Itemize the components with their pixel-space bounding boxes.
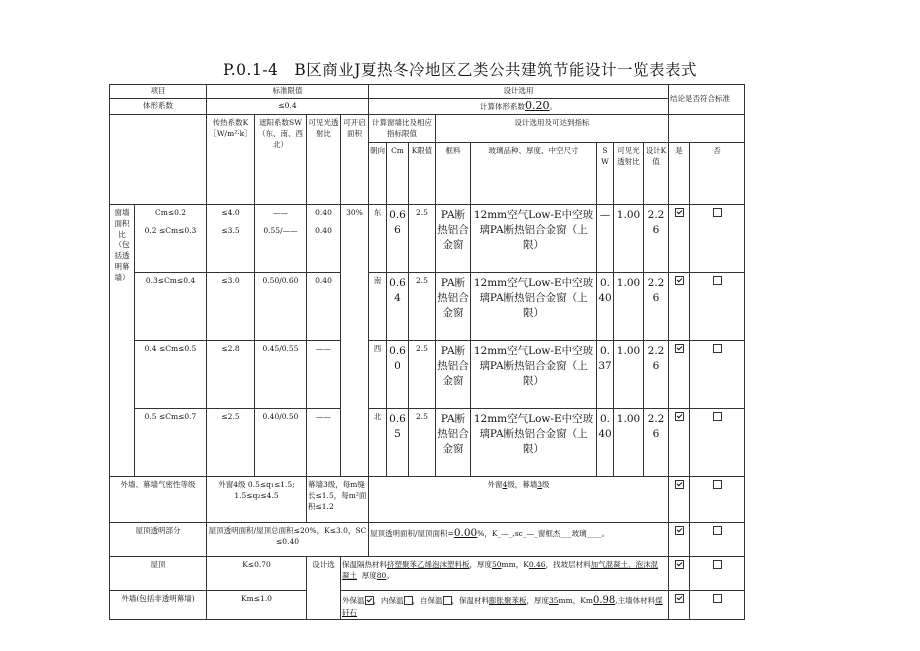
no-checkbox[interactable] bbox=[713, 560, 722, 569]
sub-k: 传热系数K［W/m²·k］ bbox=[207, 114, 255, 204]
row-frame: PA断热铝合金窗 bbox=[436, 272, 471, 340]
yes-checkbox[interactable] bbox=[675, 560, 684, 569]
ext-insulation-checkbox[interactable] bbox=[365, 596, 374, 605]
sub-glass: 玻璃品种、厚度、中空尺寸 bbox=[471, 142, 597, 204]
row-k: 2.26 bbox=[644, 204, 669, 272]
row-frame: PA断热铝合金窗 bbox=[436, 408, 471, 476]
row-glass: 12mm空气Low-E中空玻璃PA断热铝合金窗（上限） bbox=[471, 340, 597, 408]
no-checkbox[interactable] bbox=[713, 208, 722, 217]
yes-checkbox[interactable] bbox=[675, 344, 684, 353]
std-cm: 0.4 ≤Cm≤0.5 bbox=[135, 340, 207, 408]
wall-design: 外保温 ，内保温 ，自保温 ，保温材料膨胀聚苯板，厚度35mm，Km0.98,主墙体材料煤矸石 bbox=[341, 590, 669, 619]
airtight-design: 外窗4级，幕墙3级 bbox=[369, 476, 669, 522]
row-dir: 东 bbox=[369, 204, 387, 272]
row-sw: 0.37 bbox=[597, 340, 614, 408]
row-sw: 0.40 bbox=[597, 408, 614, 476]
std-vt: 0.40 0.40 bbox=[307, 204, 341, 272]
sub-vt2: 可见光透射比 bbox=[614, 142, 644, 204]
airtight-std-a: 外窗4级 0.5≤q₁≤1.5; 1.5≤q₂≤4.5 bbox=[207, 476, 307, 522]
skylight-value: 0.00 bbox=[453, 526, 478, 539]
row-yes-cell bbox=[669, 204, 690, 272]
yes-checkbox[interactable] bbox=[675, 594, 684, 603]
sub-blank bbox=[110, 114, 207, 204]
shape-limit: ≤0.4 bbox=[207, 99, 369, 115]
skylight-design: 屋顶透明面积/屋顶面积=0.00%，K_—_,sc_—_窗框杰___玻璃____。 bbox=[369, 522, 669, 556]
shape-design: 计算体形系数0.20。 bbox=[369, 99, 669, 115]
no-checkbox[interactable] bbox=[713, 480, 722, 489]
row-glass: 12mm空气Low-E中空玻璃PA断热铝合金窗（上限） bbox=[471, 272, 597, 340]
row-vt: 1.00 bbox=[614, 408, 644, 476]
row-vt: 1.00 bbox=[614, 204, 644, 272]
airtight-yes-cell bbox=[669, 476, 690, 522]
row-cm: 0.64 bbox=[387, 272, 409, 340]
row-sw: 0.40 bbox=[597, 272, 614, 340]
row-cm: 0.60 bbox=[387, 340, 409, 408]
header-standard: 标准限值 bbox=[207, 85, 369, 99]
shape-label: 体形系数 bbox=[110, 99, 207, 115]
row-klim: 2.5 bbox=[409, 408, 436, 476]
roof-design-tag: 设计选 bbox=[307, 556, 341, 619]
sub-sw2: S W bbox=[597, 142, 614, 204]
row-no-cell bbox=[690, 272, 745, 340]
std-k: ≤3.0 bbox=[207, 272, 255, 340]
no-checkbox[interactable] bbox=[713, 276, 722, 285]
sub-design-reached: 设计选用及可达到指标 bbox=[436, 114, 669, 142]
wall-label: 外墙(包括非透明幕墙) bbox=[110, 590, 207, 619]
yes-checkbox[interactable] bbox=[675, 208, 684, 217]
row-k: 2.26 bbox=[644, 408, 669, 476]
sub-sw: 遮阳系数SW（东、南、西北） bbox=[255, 114, 307, 204]
row-cm: 0.66 bbox=[387, 204, 409, 272]
no-checkbox[interactable] bbox=[713, 344, 722, 353]
sub-kdesign: 设计K值 bbox=[644, 142, 669, 204]
page-title: P.0.1-4 B区商业J夏热冬冷地区乙类公共建筑节能设计一览表表式 bbox=[222, 61, 698, 79]
std-sw: 0.45/0.55 bbox=[255, 340, 307, 408]
yes-checkbox[interactable] bbox=[675, 276, 684, 285]
no-checkbox[interactable] bbox=[713, 594, 722, 603]
header-conclusion: 结论是否符合标准 bbox=[669, 85, 745, 115]
sub-dir: 朝向 bbox=[369, 142, 387, 204]
std-k: ≤2.5 bbox=[207, 408, 255, 476]
wall-no-cell bbox=[690, 590, 745, 619]
std-cm: 0.5 ≤Cm≤0.7 bbox=[135, 408, 207, 476]
open-value: 30% bbox=[341, 204, 369, 476]
yes-checkbox[interactable] bbox=[675, 412, 684, 421]
std-sw: —— 0.55/—— bbox=[255, 204, 307, 272]
roof-label: 屋顶 bbox=[110, 556, 207, 590]
header-item: 项目 bbox=[110, 85, 207, 99]
std-cm: Cm≤0.2 0.2 ≤Cm≤0.3 bbox=[135, 204, 207, 272]
shape-value: 0.20 bbox=[525, 99, 550, 112]
row-klim: 2.5 bbox=[409, 272, 436, 340]
row-sw: — bbox=[597, 204, 614, 272]
std-vt: —— bbox=[307, 408, 341, 476]
wall-yes-cell bbox=[669, 590, 690, 619]
row-yes-cell bbox=[669, 340, 690, 408]
std-vt: 0.40 bbox=[307, 272, 341, 340]
row-dir: 北 bbox=[369, 408, 387, 476]
sub-frame: 框料 bbox=[436, 142, 471, 204]
skylight-yes-cell bbox=[669, 522, 690, 556]
energy-design-table bbox=[109, 84, 745, 620]
self-insulation-checkbox[interactable] bbox=[443, 596, 452, 605]
std-vt: —— bbox=[307, 340, 341, 408]
std-cm: 0.3≤Cm≤0.4 bbox=[135, 272, 207, 340]
row-dir: 西 bbox=[369, 340, 387, 408]
int-insulation-checkbox[interactable] bbox=[404, 596, 413, 605]
sub-open: 可开启面积 bbox=[341, 114, 369, 204]
row-frame: PA断热铝合金窗 bbox=[436, 340, 471, 408]
row-no-cell bbox=[690, 408, 745, 476]
yes-checkbox[interactable] bbox=[675, 526, 684, 535]
row-vt: 1.00 bbox=[614, 272, 644, 340]
std-sw: 0.50/0.60 bbox=[255, 272, 307, 340]
sub-vt: 可见光透射比 bbox=[307, 114, 341, 204]
roof-no-cell bbox=[690, 556, 745, 590]
roof-yes-cell bbox=[669, 556, 690, 590]
row-no-cell bbox=[690, 204, 745, 272]
sub-conclusion-blank bbox=[669, 114, 745, 142]
no-checkbox[interactable] bbox=[713, 526, 722, 535]
roof-std: K≤0.70 bbox=[207, 556, 307, 590]
std-k: ≤2.8 bbox=[207, 340, 255, 408]
airtight-label: 外墙、幕墙气密性等级 bbox=[110, 476, 207, 522]
sub-yes: 是 bbox=[669, 142, 690, 204]
std-k: ≤4.0 ≤3.5 bbox=[207, 204, 255, 272]
sub-klim: K限值 bbox=[409, 142, 436, 204]
row-k: 2.26 bbox=[644, 272, 669, 340]
skylight-no-cell bbox=[690, 522, 745, 556]
row-klim: 2.5 bbox=[409, 340, 436, 408]
row-frame: PA断热铝合金窗 bbox=[436, 204, 471, 272]
row-vt: 1.00 bbox=[614, 340, 644, 408]
skylight-std: 屋顶透明面积/屋顶总面积≤20%，K≤3.0，SC≤0.40 bbox=[207, 522, 369, 556]
row-klim: 2.5 bbox=[409, 204, 436, 272]
wall-std: Km≤1.0 bbox=[207, 590, 307, 619]
row-glass: 12mm空气Low-E中空玻璃PA断热铝合金窗（上限） bbox=[471, 408, 597, 476]
airtight-std-b: 幕墙3级，每m缝长≤1.5，每m²面积≤1.2 bbox=[307, 476, 369, 522]
no-checkbox[interactable] bbox=[713, 412, 722, 421]
row-glass: 12mm空气Low-E中空玻璃PA断热铝合金窗（上限） bbox=[471, 204, 597, 272]
airtight-no-cell bbox=[690, 476, 745, 522]
sub-no: 否 bbox=[690, 142, 745, 204]
row-cm: 0.65 bbox=[387, 408, 409, 476]
yes-checkbox[interactable] bbox=[675, 480, 684, 489]
header-design: 设计选用 bbox=[369, 85, 669, 99]
window-label: 窗墙面积比（包括透明幕墙） bbox=[110, 204, 135, 476]
sub-calc-ratio: 计算窗墙比及相应指标限值 bbox=[369, 114, 436, 142]
row-yes-cell bbox=[669, 408, 690, 476]
row-no-cell bbox=[690, 340, 745, 408]
row-yes-cell bbox=[669, 272, 690, 340]
std-sw: 0.40/0.50 bbox=[255, 408, 307, 476]
roof-design: 保温隔热材料挤塑聚苯乙烯泡沫塑料板，厚度50mm，K0.46，找坡层材料加气混凝土、泡沫混 凝土 厚度80。 bbox=[341, 556, 669, 590]
sub-cm: Cm bbox=[387, 142, 409, 204]
row-dir: 南 bbox=[369, 272, 387, 340]
row-k: 2.26 bbox=[644, 340, 669, 408]
skylight-label: 屋顶透明部分 bbox=[110, 522, 207, 556]
